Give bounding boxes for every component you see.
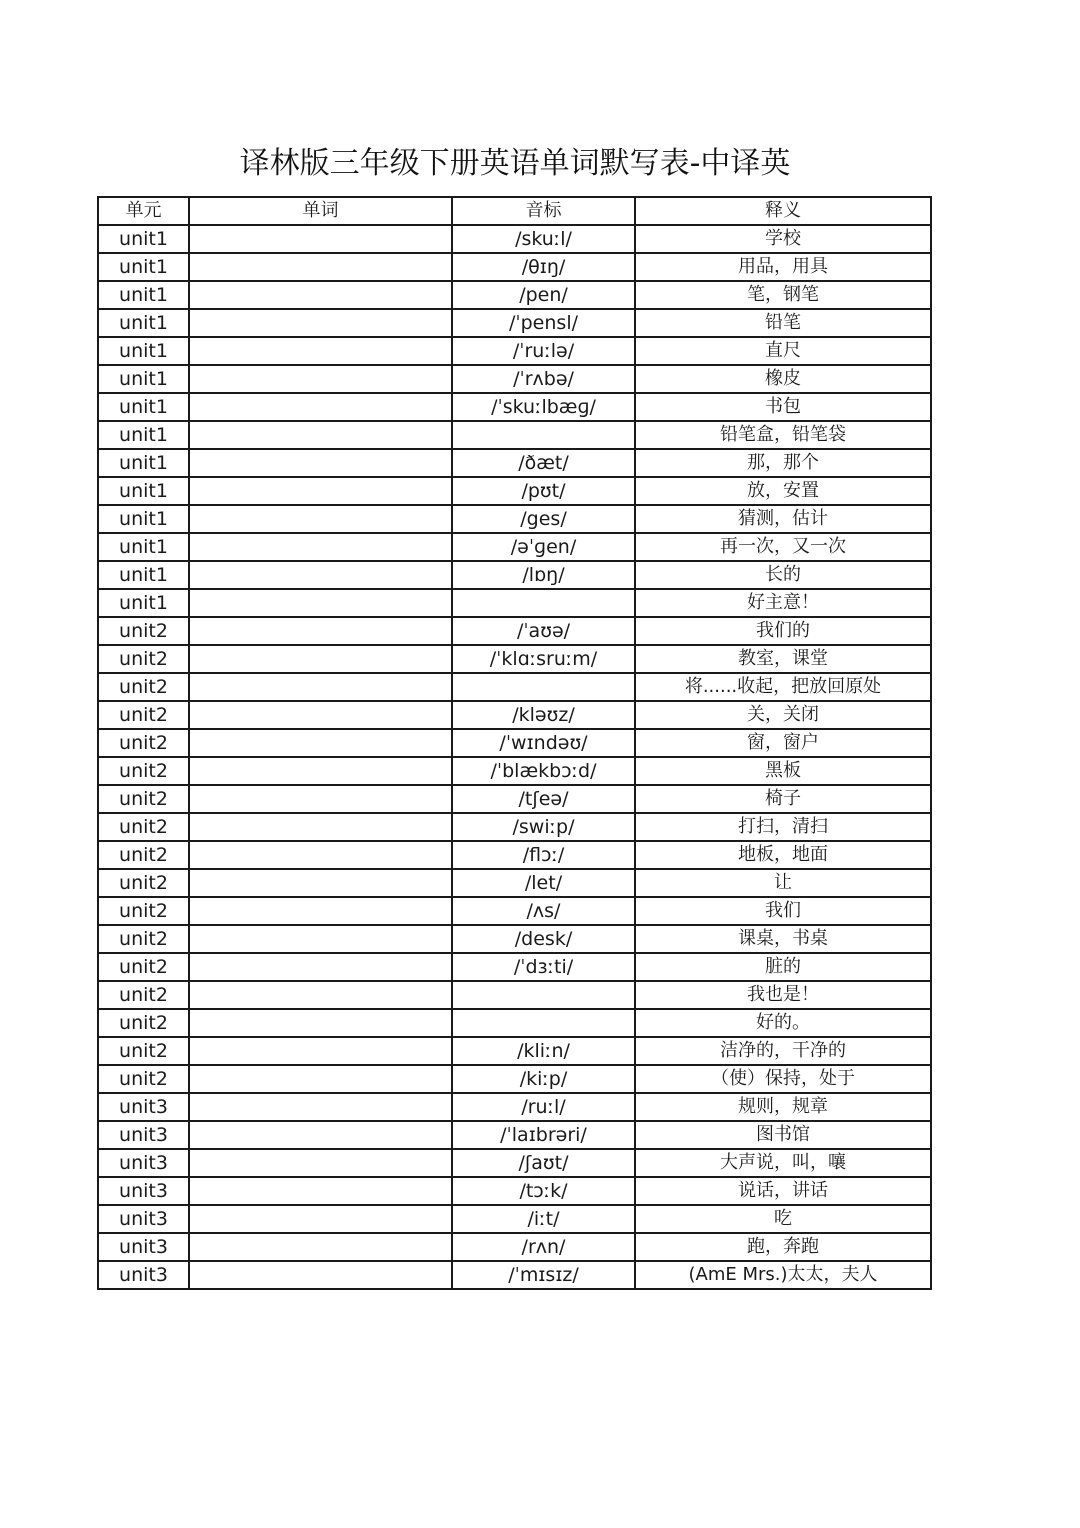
word-blank-cell[interactable] [189,729,452,757]
table-header-row [98,197,931,225]
meaning-cell: 椅子 [635,785,931,813]
table-row [98,981,931,1009]
table-row [98,785,931,813]
word-blank-cell[interactable] [189,561,452,589]
phonetic-cell: /rʌn/ [452,1233,635,1261]
table-row [98,1233,931,1261]
word-blank-cell[interactable] [189,953,452,981]
table-row [98,1149,931,1177]
unit-cell: unit2 [98,673,189,701]
meaning-cell: 课桌，书桌 [635,925,931,953]
table-row [98,1121,931,1149]
phonetic-cell: /pʊt/ [452,477,635,505]
table-row [98,337,931,365]
meaning-cell: 好主意！ [635,589,931,617]
table-row [98,477,931,505]
unit-cell: unit3 [98,1121,189,1149]
header-meaning: 释义 [635,197,931,225]
vocabulary-table [97,196,932,1290]
meaning-cell: 打扫，清扫 [635,813,931,841]
word-blank-cell[interactable] [189,813,452,841]
unit-cell: unit1 [98,309,189,337]
phonetic-cell: /ˈlaɪbrəri/ [452,1121,635,1149]
meaning-cell: 地板，地面 [635,841,931,869]
table-row [98,589,931,617]
table-row [98,1065,931,1093]
unit-cell: unit1 [98,449,189,477]
word-blank-cell[interactable] [189,757,452,785]
word-blank-cell[interactable] [189,701,452,729]
word-blank-cell[interactable] [189,365,452,393]
phonetic-cell: /lɒŋ/ [452,561,635,589]
word-blank-cell[interactable] [189,1009,452,1037]
table-row [98,1009,931,1037]
meaning-cell: 洁净的，干净的 [635,1037,931,1065]
unit-cell: unit2 [98,925,189,953]
table-row [98,561,931,589]
phonetic-cell [452,421,635,449]
phonetic-cell: /ˈruːlə/ [452,337,635,365]
phonetic-cell [452,981,635,1009]
meaning-cell: 长的 [635,561,931,589]
table-row [98,253,931,281]
meaning-cell: 我们的 [635,617,931,645]
table-row [98,393,931,421]
word-blank-cell[interactable] [189,673,452,701]
word-blank-cell[interactable] [189,533,452,561]
table-row [98,729,931,757]
word-blank-cell[interactable] [189,981,452,1009]
phonetic-cell: /ʃaʊt/ [452,1149,635,1177]
phonetic-cell: /ruːl/ [452,1093,635,1121]
word-blank-cell[interactable] [189,617,452,645]
table-row [98,673,931,701]
unit-cell: unit2 [98,645,189,673]
word-blank-cell[interactable] [189,1149,452,1177]
meaning-cell: 规则，规章 [635,1093,931,1121]
word-blank-cell[interactable] [189,1093,452,1121]
table-row [98,421,931,449]
phonetic-cell: /tɔːk/ [452,1177,635,1205]
phonetic-cell [452,589,635,617]
phonetic-cell: /ˈblækbɔːd/ [452,757,635,785]
meaning-cell: 关，关闭 [635,701,931,729]
unit-cell: unit2 [98,813,189,841]
unit-cell: unit3 [98,1233,189,1261]
phonetic-cell: /flɔː/ [452,841,635,869]
meaning-cell: 教室，课堂 [635,645,931,673]
table-row [98,701,931,729]
meaning-cell: 黑板 [635,757,931,785]
unit-cell: unit1 [98,281,189,309]
meaning-cell: 我们 [635,897,931,925]
meaning-cell: 笔，钢笔 [635,281,931,309]
unit-cell: unit3 [98,1177,189,1205]
word-blank-cell[interactable] [189,449,452,477]
word-blank-cell[interactable] [189,1233,452,1261]
phonetic-cell: /ˈrʌbə/ [452,365,635,393]
unit-cell: unit2 [98,785,189,813]
table-row [98,309,931,337]
table-row [98,505,931,533]
meaning-cell: 大声说，叫，嚷 [635,1149,931,1177]
word-blank-cell[interactable] [189,477,452,505]
word-blank-cell[interactable] [189,337,452,365]
unit-cell: unit2 [98,897,189,925]
word-blank-cell[interactable] [189,393,452,421]
word-blank-cell[interactable] [189,785,452,813]
word-blank-cell[interactable] [189,897,452,925]
meaning-cell: 放，安置 [635,477,931,505]
meaning-cell: 学校 [635,225,931,253]
unit-cell: unit1 [98,337,189,365]
page-title: 译林版三年级下册英语单词默写表-中译英 [239,146,791,181]
table-row [98,449,931,477]
word-blank-cell[interactable] [189,1205,452,1233]
word-blank-cell[interactable] [189,225,452,253]
word-blank-cell[interactable] [189,505,452,533]
unit-cell: unit2 [98,617,189,645]
unit-cell: unit1 [98,561,189,589]
word-blank-cell[interactable] [189,1037,452,1065]
phonetic-cell: /let/ [452,869,635,897]
table-row [98,1093,931,1121]
word-blank-cell[interactable] [189,1177,452,1205]
phonetic-cell: /ðæt/ [452,449,635,477]
meaning-cell: 跑，奔跑 [635,1233,931,1261]
meaning-cell: 将......收起，把放回原处 [635,673,931,701]
unit-cell: unit3 [98,1149,189,1177]
phonetic-cell: /ʌs/ [452,897,635,925]
meaning-cell: 猜测，估计 [635,505,931,533]
meaning-cell: 铅笔 [635,309,931,337]
phonetic-cell: /ˈklɑːsruːm/ [452,645,635,673]
unit-cell: unit1 [98,533,189,561]
table-row [98,617,931,645]
meaning-cell: 直尺 [635,337,931,365]
table-row [98,1205,931,1233]
header-unit: 单元 [98,197,189,225]
phonetic-cell: /swiːp/ [452,813,635,841]
phonetic-cell: /ˈskuːlbæɡ/ [452,393,635,421]
header-word: 单词 [189,197,452,225]
meaning-cell: 我也是！ [635,981,931,1009]
unit-cell: unit2 [98,841,189,869]
unit-cell: unit2 [98,1037,189,1065]
table-row [98,645,931,673]
phonetic-cell: /pen/ [452,281,635,309]
phonetic-cell: /ˈwɪndəʊ/ [452,729,635,757]
word-blank-cell[interactable] [189,421,452,449]
table-row [98,841,931,869]
unit-cell: unit1 [98,393,189,421]
unit-cell: unit2 [98,981,189,1009]
table-row [98,757,931,785]
word-blank-cell[interactable] [189,869,452,897]
table-row [98,897,931,925]
table-row [98,953,931,981]
phonetic-cell: /kliːn/ [452,1037,635,1065]
table-row [98,281,931,309]
phonetic-cell: /əˈɡen/ [452,533,635,561]
meaning-cell: 书包 [635,393,931,421]
meaning-cell: 再一次，又一次 [635,533,931,561]
unit-cell: unit2 [98,1065,189,1093]
unit-cell: unit2 [98,701,189,729]
table-row [98,365,931,393]
meaning-cell: (AmE Mrs.)太太，夫人 [635,1261,931,1289]
unit-cell: unit3 [98,1261,189,1289]
unit-cell: unit1 [98,365,189,393]
meaning-cell: 用品，用具 [635,253,931,281]
word-blank-cell[interactable] [189,1065,452,1093]
phonetic-cell: /iːt/ [452,1205,635,1233]
table-row [98,869,931,897]
phonetic-cell: /tʃeə/ [452,785,635,813]
unit-cell: unit2 [98,953,189,981]
meaning-cell: （使）保持，处于 [635,1065,931,1093]
table-row [98,533,931,561]
unit-cell: unit1 [98,505,189,533]
unit-cell: unit2 [98,729,189,757]
meaning-cell: 窗，窗户 [635,729,931,757]
word-blank-cell[interactable] [189,253,452,281]
phonetic-cell [452,673,635,701]
phonetic-cell: /θɪŋ/ [452,253,635,281]
word-blank-cell[interactable] [189,1121,452,1149]
word-blank-cell[interactable] [189,309,452,337]
word-blank-cell[interactable] [189,589,452,617]
unit-cell: unit1 [98,253,189,281]
meaning-cell: 吃 [635,1205,931,1233]
unit-cell: unit1 [98,589,189,617]
table-row [98,225,931,253]
phonetic-cell: /ˈmɪsɪz/ [452,1261,635,1289]
phonetic-cell: /kləʊz/ [452,701,635,729]
table-body [98,225,931,1289]
word-blank-cell[interactable] [189,1261,452,1289]
unit-cell: unit3 [98,1093,189,1121]
meaning-cell: 橡皮 [635,365,931,393]
phonetic-cell: /desk/ [452,925,635,953]
table-row [98,1177,931,1205]
phonetic-cell [452,1009,635,1037]
phonetic-cell: /ˈaʊə/ [452,617,635,645]
header-phonetic: 音标 [452,197,635,225]
phonetic-cell: /skuːl/ [452,225,635,253]
unit-cell: unit1 [98,477,189,505]
table-row [98,813,931,841]
meaning-cell: 图书馆 [635,1121,931,1149]
word-blank-cell[interactable] [189,281,452,309]
unit-cell: unit2 [98,757,189,785]
phonetic-cell: /ges/ [452,505,635,533]
table-row [98,1037,931,1065]
phonetic-cell: /ˈpensl/ [452,309,635,337]
unit-cell: unit1 [98,421,189,449]
unit-cell: unit1 [98,225,189,253]
meaning-cell: 让 [635,869,931,897]
unit-cell: unit3 [98,1205,189,1233]
phonetic-cell: /ˈdɜːti/ [452,953,635,981]
table-row [98,1261,931,1289]
meaning-cell: 那，那个 [635,449,931,477]
meaning-cell: 脏的 [635,953,931,981]
unit-cell: unit2 [98,1009,189,1037]
meaning-cell: 好的。 [635,1009,931,1037]
meaning-cell: 铅笔盒，铅笔袋 [635,421,931,449]
word-blank-cell[interactable] [189,925,452,953]
unit-cell: unit2 [98,869,189,897]
word-blank-cell[interactable] [189,645,452,673]
phonetic-cell: /kiːp/ [452,1065,635,1093]
meaning-cell: 说话，讲话 [635,1177,931,1205]
table-row [98,925,931,953]
word-blank-cell[interactable] [189,841,452,869]
